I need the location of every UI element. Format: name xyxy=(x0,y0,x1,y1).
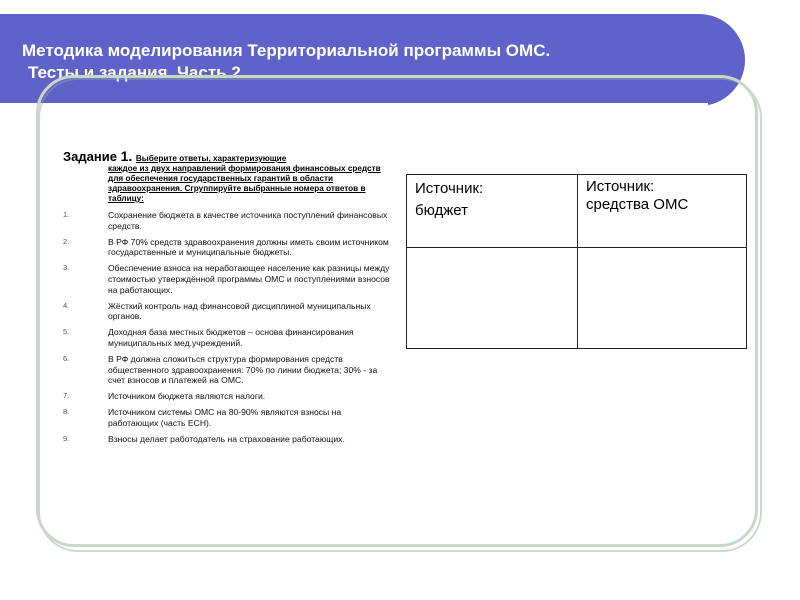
list-item-number: 6. xyxy=(63,353,70,363)
title-line-2: Тесты и задания. Часть 2. xyxy=(28,63,246,82)
header-cell-oms xyxy=(578,175,747,248)
list-item-text: Доходная база местных бюджетов – основа финансирования муниципальных мед.учреждений. xyxy=(108,327,354,348)
list-item xyxy=(63,327,393,349)
title-line-1: Методика моделирования Территориальной программы ОМС. xyxy=(22,41,551,60)
list-item xyxy=(63,407,393,429)
list-item-text: Сохранение бюджета в качестве источника поступлений финансовых средств. xyxy=(108,210,388,231)
task-label: Задание xyxy=(63,149,117,164)
list-item xyxy=(63,210,393,232)
list-item xyxy=(63,301,393,323)
list-item-number: 7. xyxy=(63,391,70,401)
list-item-text: Источником системы ОМС на 80-90% являются взносы на работающих (часть ЕСН). xyxy=(108,406,342,428)
task-heading xyxy=(63,149,393,164)
list-item xyxy=(63,354,393,386)
list-item xyxy=(63,237,393,259)
list-item xyxy=(63,263,393,295)
table-body-row xyxy=(407,248,747,349)
list-item-text: Обеспечение взноса на неработающее население как разницы между стоимостью утверждённой программы ОМС и поступлениями взносов на работающих. xyxy=(108,263,390,295)
list-item-number: 2. xyxy=(63,236,70,246)
list-item-number: 5. xyxy=(63,327,70,337)
task-block xyxy=(63,149,393,449)
answer-list xyxy=(63,210,393,444)
oms-answer-cell[interactable] xyxy=(578,248,747,349)
list-item xyxy=(63,391,393,402)
header-oms-line2: средства ОМС xyxy=(586,196,689,213)
list-item-number: 1. xyxy=(63,210,70,219)
task-instruction-wrap xyxy=(63,164,393,204)
table-header-row xyxy=(407,175,747,248)
list-item-number: 4. xyxy=(63,300,70,310)
header-budget-line1: Источник: xyxy=(415,180,484,197)
list-item-number: 3. xyxy=(63,263,70,273)
list-item xyxy=(63,434,393,445)
list-item-text: Жёсткий контроль над финансовой дисциплиной муниципальных органов. xyxy=(108,300,371,322)
list-item-text: В РФ 70% средств здравоохранения должны иметь своим источником государственные и муниципальные бюджеты. xyxy=(108,236,389,258)
header-oms-line1: Источник: xyxy=(586,178,655,195)
list-item-number: 8. xyxy=(63,406,70,416)
list-item-text: В РФ должна сложиться структура формирования средств общественного здравоохранения: 70% по линии бюджета; 30% - за счет взносов и платежей на ОМС. xyxy=(108,353,378,386)
list-item-text: Источником бюджета являются налоги. xyxy=(108,391,266,402)
task-instruction-first: Выберите ответы, характеризующие xyxy=(135,154,287,163)
budget-answer-cell[interactable] xyxy=(407,248,578,349)
header-cell-budget xyxy=(407,175,578,248)
task-number: 1. xyxy=(120,148,133,164)
answer-table xyxy=(406,174,747,349)
list-item-number: 9. xyxy=(63,433,70,443)
list-item-text: Взносы делает работодатель на страхование работающих. xyxy=(108,433,345,444)
header-budget-line2: бюджет xyxy=(415,202,469,219)
task-instruction-rest: каждое из двух направлений формирования финансовых средств для обеспечения государственных гарантий в области здравоохранения. Сгруппируйте выбранные номера ответов в таблицу: xyxy=(108,164,381,203)
